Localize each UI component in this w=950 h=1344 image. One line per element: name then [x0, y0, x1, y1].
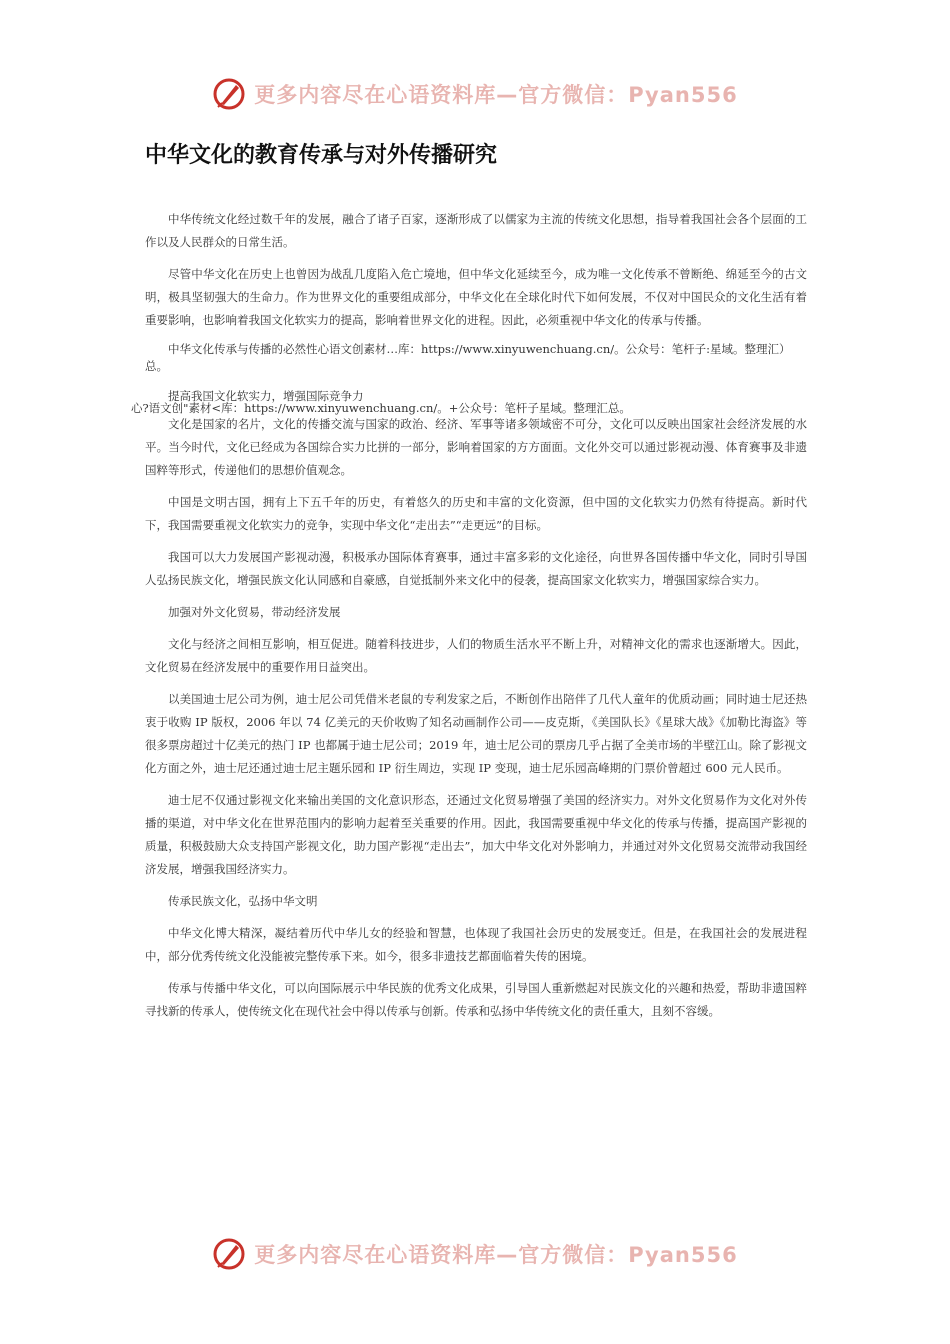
paragraph: 我国可以大力发展国产影视动漫，积极承办国际体育赛事，通过丰富多彩的文化途径，向世界各国传播中华文化，同时引导国人弘扬民族文化，增强民族文化认同感和自豪感，自觉抵制外来文化中的侵袭，提高国家文化软实力，增强国家综合实力。 — [145, 550, 807, 587]
paragraph: 传承与传播中华文化，可以向国际展示中华民族的优秀文化成果，引导国人重新燃起对民族文化的兴趣和热爱，帮助非遗国粹寻找新的传承人，使传统文化在现代社会中得以传承与创新。传承和弘扬中华传统文化的责任重大，且刻不容缓。 — [145, 981, 807, 1018]
paragraph: 迪士尼不仅通过影视文化来输出美国的文化意识形态，还通过文化贸易增强了美国的经济实力。对外文化贸易作为文化对外传播的渠道，对中华文化在世界范围内的影响力起着至关重要的作用。因此，我国需要重视中华文化的传承与传播，提高国产影视的质量，积极鼓励大众支持国产影视文化，助力国产影视“走出去”，加大中华文化对外影响力，并通过对外文化贸易交流带动我国经济发展，增强我国经济实力。 — [145, 793, 807, 876]
paragraph: 中国是文明古国，拥有上下五千年的历史，有着悠久的历史和丰富的文化资源，但中国的文化软实力仍然有待提高。新时代下，我国需要重视文化软实力的竞争，实现中华文化“走出去”“走更远”的目标。 — [145, 495, 807, 532]
paragraph: 尽管中华文化在历史上也曾因为战乱几度陷入危亡境地，但中华文化延续至今，成为唯一文化传承不曾断绝、绵延至今的古文明，极具坚韧强大的生命力。作为世界文化的重要组成部分，中华文化在全球化时代下如何发展，不仅对中国民众的文化生活有着重要影响，也影响着我国文化软实力的提高，影响着世界文化的进程。因此，必须重视中华文化的传承与传播。 — [145, 267, 807, 327]
document-title: 中华文化的教育传承与对外传播研究 — [145, 143, 498, 168]
header-banner-text: 更多内容尽在心语资料库—官方微信：Pyan556 — [254, 83, 738, 107]
quill-logo-icon — [212, 1237, 246, 1271]
quill-logo-icon — [212, 77, 246, 111]
watermark-stamp: 心?语文创"素材<库：https://www.xinyuwenchuang.cn/。+公众号：笔杆子星域。整理汇总。 — [131, 401, 631, 415]
section-heading: 加强对外文化贸易，带动经济发展 — [168, 605, 341, 619]
paragraph: 文化是国家的名片，文化的传播交流与国家的政治、经济、军事等诸多领域密不可分，文化可以反映出国家社会经济发展的水平。当今时代，文化已经成为各国综合实力比拼的一部分，影响着国家的方方面面。文化外交可以通过影视动漫、体育赛事及非遗国粹等形式，传递他们的思想价值观念。 — [145, 417, 807, 477]
header-banner — [0, 72, 950, 116]
section-heading: 传承民族文化，弘扬中华文明 — [168, 894, 318, 908]
document-body — [131, 208, 808, 1032]
section-heading: 提高我国文化软实力，增强国际竞争力 — [168, 389, 364, 403]
paragraph: 文化与经济之间相互影响，相互促进。随着科技进步，人们的物质生活水平不断上升，对精神文化的需求也逐渐增大。因此，文化贸易在经济发展中的重要作用日益突出。 — [145, 637, 807, 674]
paragraph: 以美国迪士尼公司为例，迪士尼公司凭借米老鼠的专利发家之后，不断创作出陪伴了几代人童年的优质动画；同时迪士尼还热衷于收购 IP 版权，2006 年以 74 亿美元的天价收购了知名动画制作公司——皮克斯，《美国队长》《星球大战》《加勒比海盗》等很多票房超过十亿美元的热门 IP 也都属于迪士尼公司；2019 年，迪士尼公司的票房几乎占据了全美市场的半壁江山。除了影视文化方面之外，迪士尼还通过迪士尼主题乐园和 IP 衍生周边，实现 IP 变现，迪士尼乐园高峰期的门票价曾超过 600 元人民币。 — [145, 692, 808, 775]
footer-banner-text: 更多内容尽在心语资料库—官方微信：Pyan556 — [254, 1243, 738, 1267]
footer-banner — [0, 1232, 950, 1276]
source-note: 中华文化传承与传播的必然性心语文创素材…库：https://www.xinyuwenchuang.cn/。公众号：笔杆子:星域。整理汇）总。 — [145, 342, 791, 373]
paragraph: 中华传统文化经过数千年的发展，融合了诸子百家，逐渐形成了以儒家为主流的传统文化思想，指导着我国社会各个层面的工作以及人民群众的日常生活。 — [145, 212, 807, 249]
paragraph: 中华文化博大精深，凝结着历代中华儿女的经验和智慧，也体现了我国社会历史的发展变迁。但是，在我国社会的发展进程中，部分优秀传统文化没能被完整传承下来。如今，很多非遗技艺都面临着失传的困境。 — [145, 926, 807, 963]
